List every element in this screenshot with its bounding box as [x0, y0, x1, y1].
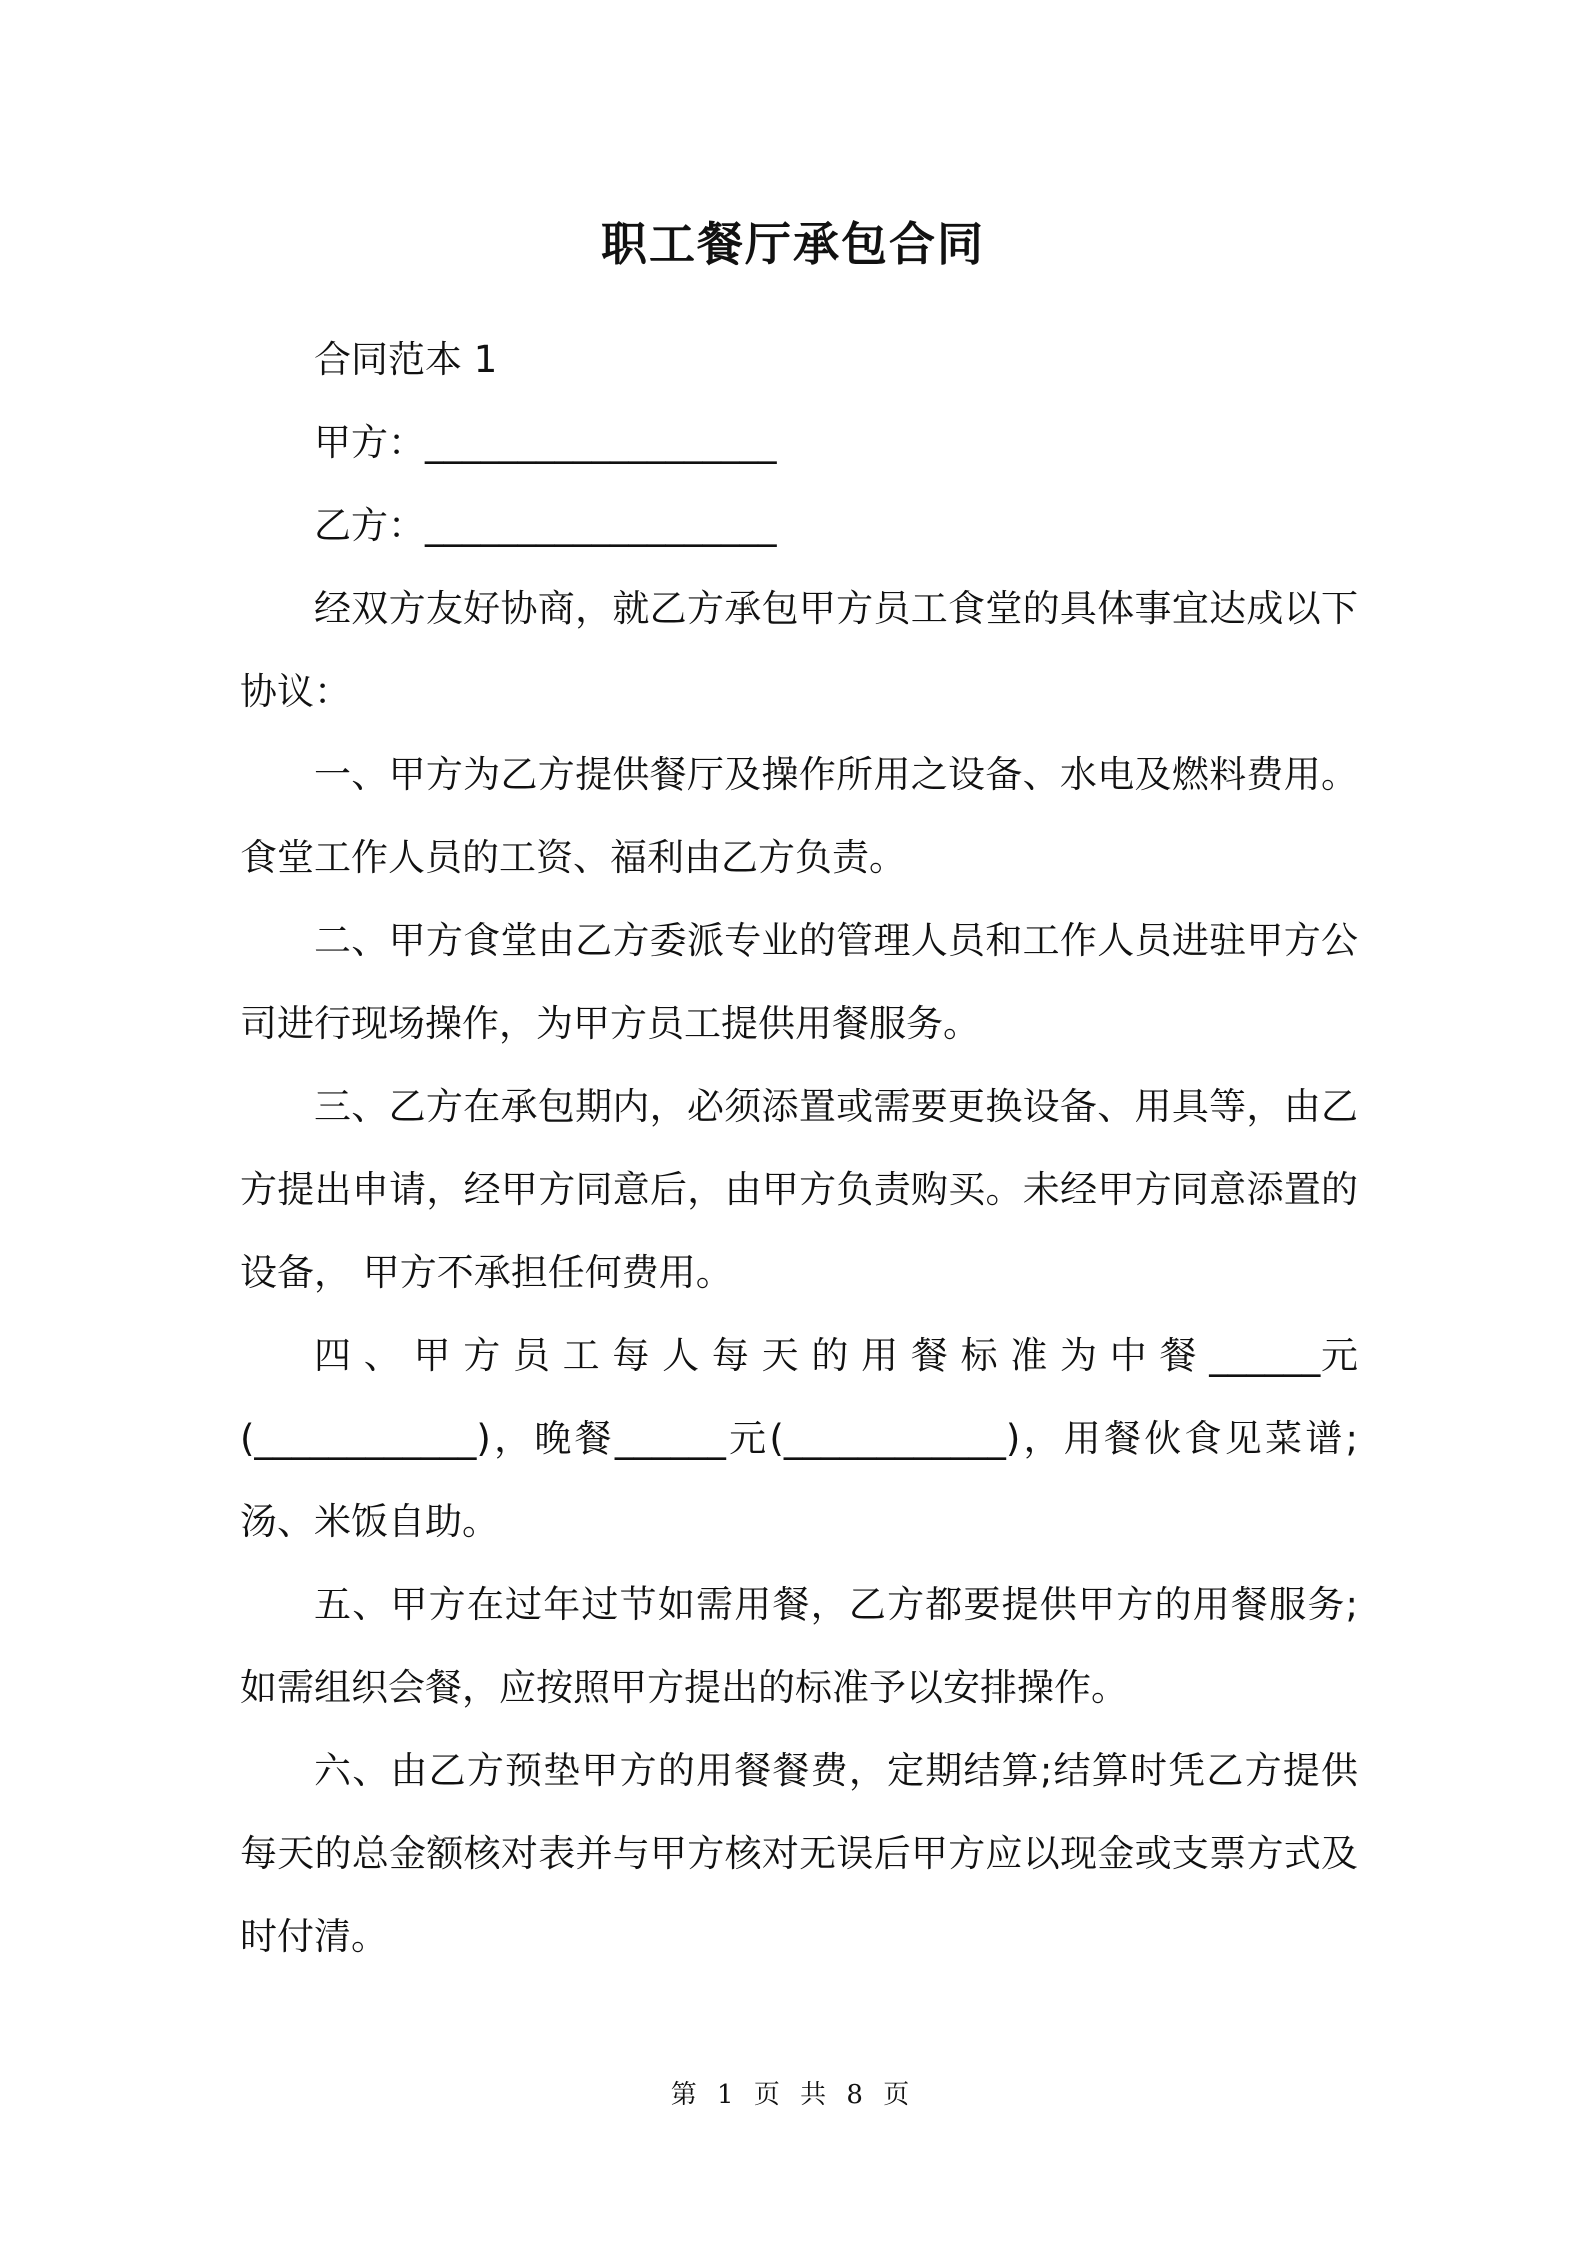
clause-3: 三、乙方在承包期内，必须添置或需要更换设备、用具等，由乙方提出申请，经甲方同意后，由甲方负责购买。未经甲方同意添置的设备， 甲方不承担任何费用。 — [240, 1085, 1358, 1294]
party-a-line: 甲方：___________________ — [314, 421, 777, 464]
document-title: 职工餐厅承包合同 — [601, 217, 985, 271]
clause-6: 六、由乙方预垫甲方的用餐餐费，定期结算;结算时凭乙方提供每天的总金额核对表并与甲方核对无误后甲方应以现金或支票方式及时付清。 — [240, 1749, 1358, 1958]
clause-4-lead: 四、甲方员工每人每天的用餐标准为中餐 — [314, 1334, 1210, 1377]
intro-paragraph: 经双方友好协商，就乙方承包甲方员工食堂的具体事宜达成以下协议： — [240, 587, 1358, 713]
party-b-line: 乙方：___________________ — [314, 504, 777, 547]
page-footer: 第 1 页 共 8 页 — [670, 2080, 916, 2110]
document-body — [240, 318, 1358, 1978]
clause-1: 一、甲方为乙方提供餐厅及操作所用之设备、水电及燃料费用。食堂工作人员的工资、福利由乙方负责。 — [240, 753, 1358, 879]
clause-4-rest: ______元(____________)，晚餐______元(____________)，用餐伙食见菜谱;汤、米饭自助。 — [240, 1334, 1359, 1543]
sample-label: 合同范本 1 — [314, 338, 498, 381]
clause-2: 二、甲方食堂由乙方委派专业的管理人员和工作人员进驻甲方公司进行现场操作，为甲方员工提供用餐服务。 — [240, 919, 1358, 1045]
clause-4 — [240, 1314, 1358, 1563]
clause-5: 五、甲方在过年过节如需用餐，乙方都要提供甲方的用餐服务;如需组织会餐，应按照甲方提出的标准予以安排操作。 — [240, 1583, 1358, 1709]
